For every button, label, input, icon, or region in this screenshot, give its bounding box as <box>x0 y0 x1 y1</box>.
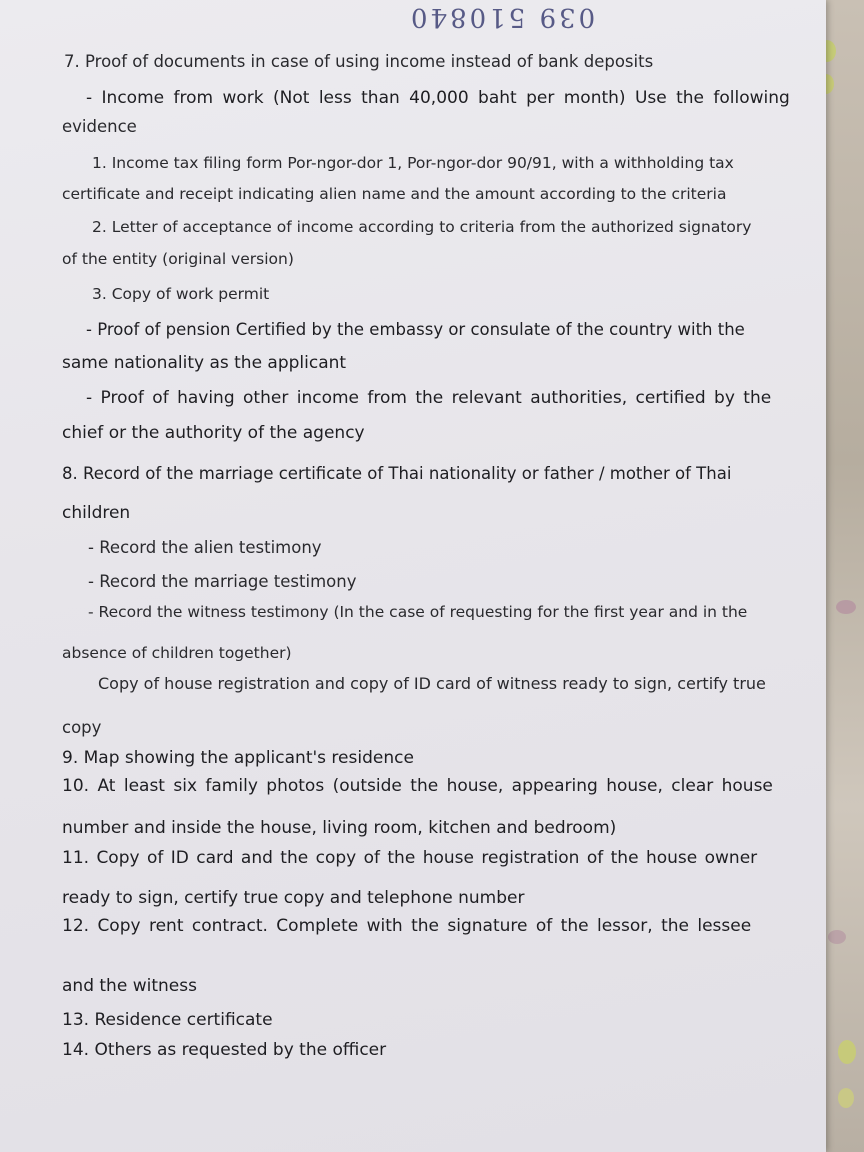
section-12-heading-cont: and the witness <box>62 976 197 996</box>
house-registration-item-cont: copy <box>62 718 102 737</box>
section-10-heading: 10. At least six family photos (outside the house, appearing house, clear house <box>62 776 773 796</box>
other-income-item: - Proof of having other income from the relevant authorities, certified by the <box>86 388 772 408</box>
background-pattern <box>828 930 846 944</box>
marriage-testimony-item: - Record the marriage testimony <box>88 572 357 591</box>
background-pattern <box>838 1040 856 1064</box>
section-8-heading-cont: children <box>62 503 131 523</box>
section-11-heading-cont: ready to sign, certify true copy and telephone number <box>62 888 525 908</box>
section-11-heading: 11. Copy of ID card and the copy of the house registration of the house owner <box>62 848 758 868</box>
evidence-item-2: 2. Letter of acceptance of income according to criteria from the authorized signatory <box>92 218 752 236</box>
pension-proof-item-cont: same nationality as the applicant <box>62 353 347 373</box>
section-10-heading-cont: number and inside the house, living room, kitchen and bedroom) <box>62 818 617 838</box>
handwritten-number: 039 510840 <box>408 2 596 32</box>
witness-testimony-item-cont: absence of children together) <box>62 644 292 662</box>
section-9-heading: 9. Map showing the applicant's residence <box>62 748 414 768</box>
alien-testimony-item: - Record the alien testimony <box>88 538 322 557</box>
background-pattern <box>836 600 856 614</box>
pension-proof-item: - Proof of pension Certified by the embassy or consulate of the country with the <box>86 320 745 339</box>
section-14-heading: 14. Others as requested by the officer <box>62 1040 387 1060</box>
income-from-work-item-cont: evidence <box>62 117 137 136</box>
other-income-item-cont: chief or the authority of the agency <box>62 423 365 443</box>
background-pattern <box>838 1088 854 1108</box>
evidence-item-1: 1. Income tax filing form Por-ngor-dor 1, Por-ngor-dor 90/91, with a withholding tax <box>92 154 734 172</box>
section-12-heading: 12. Copy rent contract. Complete with the signature of the lessor, the lessee <box>62 916 752 936</box>
section-13-heading: 13. Residence certificate <box>62 1010 273 1030</box>
evidence-item-2-cont: of the entity (original version) <box>62 250 294 268</box>
witness-testimony-item: - Record the witness testimony (In the case of requesting for the first year and in the <box>88 603 748 621</box>
section-7-heading: 7. Proof of documents in case of using income instead of bank deposits <box>64 52 654 71</box>
section-8-heading: 8. Record of the marriage certificate of Thai nationality or father / mother of Thai <box>62 464 732 483</box>
evidence-item-3: 3. Copy of work permit <box>92 285 270 303</box>
evidence-item-1-cont: certificate and receipt indicating alien name and the amount according to the criteria <box>62 185 727 203</box>
income-from-work-item: - Income from work (Not less than 40,000 baht per month) Use the following <box>86 88 790 108</box>
house-registration-item: Copy of house registration and copy of ID card of witness ready to sign, certify true <box>98 674 766 693</box>
